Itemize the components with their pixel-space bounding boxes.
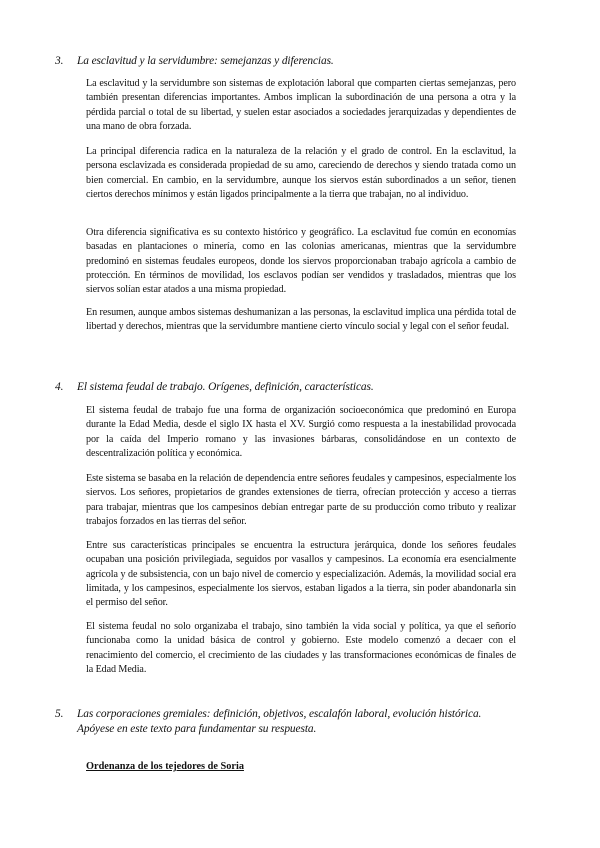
section-5-heading (55, 707, 495, 737)
section-4-paragraph-2: Este sistema se basaba en la relación de dependencia entre señores feudales y campesinos, especialmente los siervos. Los señores, propietarios de grandes extensiones de tierra, ofrecían protección y acceso a tierras para trabajar, mientras que los campesinos debían entregar parte de su producción como tributo y realizar trabajos forzados en las tierras del señor. (86, 473, 516, 527)
section-4-paragraph-4: El sistema feudal no solo organizaba el trabajo, sino también la vida social y política, ya que el señorío funcionaba como la unidad básica de control y gobierno. Este modelo comenzó a decaer con el renacimiento del comercio, el crecimiento de las ciudades y las transformaciones económicas de finales de la Edad Media. (86, 621, 516, 675)
section-4-number: 4. (55, 381, 64, 393)
section-4-paragraph-1: El sistema feudal de trabajo fue una forma de organización socioeconómica que predominó en Europa durante la Edad Media, desde el siglo IX hasta el XV. Surgió como respuesta a la inestabilidad provocada por la caída del Imperio romano y las invasiones bárbaras, consolidándose en un contexto de descentralización política y económica. (86, 405, 516, 459)
section-5-number: 5. (55, 708, 64, 720)
section-3-title: La esclavitud y la servidumbre: semejanzas y diferencias. (77, 55, 334, 67)
section-5-title: Las corporaciones gremiales: definición, objetivos, escalafón laboral, evolución histórica. Apóyese en este texto para fundamentar su respuesta. (77, 708, 482, 735)
section-4-heading (55, 380, 525, 395)
section-3-number: 3. (55, 55, 64, 67)
section-3-paragraph-1: La esclavitud y la servidumbre son sistemas de explotación laboral que comparten ciertas semejanzas, pero también presentan diferencias importantes. Ambos implican la subordinación de una persona a otra y la pérdida parcial o total de su libertad, y suelen estar asociados a sociedades jerarquizadas y dependientes de una mano de obra forzada. (86, 78, 516, 132)
section-3-heading (55, 54, 525, 69)
section-3-paragraph-4: En resumen, aunque ambos sistemas deshumanizan a las personas, la esclavitud implica una pérdida total de libertad y derechos, mientras que la servidumbre mantiene cierto vínculo social y legal con el señor feudal. (86, 307, 516, 333)
section-4-title: El sistema feudal de trabajo. Orígenes, definición, características. (77, 381, 374, 393)
section-4-paragraph-3: Entre sus características principales se encuentra la estructura jerárquica, donde los señores feudales ocupaban una posición privilegiada, seguidos por vasallos y campesinos. La economía era esencialmente agrícola y de subsistencia, con un bajo nivel de comercio y especialización. Además, la movilidad social era limitada, y los campesinos, especialmente los siervos, estaban ligados a la tierra, sin poder abandonarla sin el permiso del señor. (86, 540, 516, 609)
section-3-paragraph-2: La principal diferencia radica en la naturaleza de la relación y el grado de control. En la esclavitud, la persona esclavizada es considerada propiedad de su amo, careciendo de derechos y siendo tratada como un bien comercial. En cambio, en la servidumbre, aunque los siervos están subordinados a un señor, tienen ciertos derechos mínimos y están ligados principalmente a la tierra que trabajan, no al individuo. (86, 146, 516, 200)
section-3-paragraph-3: Otra diferencia significativa es su contexto histórico y geográfico. La esclavitud fue común en economías basadas en plantaciones o minería, como en las colonias americanas, mientras que la servidumbre predominó en sistemas feudales europeos, donde los siervos proporcionaban trabajo agrícola a cambio de protección. En términos de movilidad, los esclavos podían ser vendidos y trasladados, mientras que los siervos solían estar atados a una misma propiedad. (86, 227, 516, 296)
section-5-subtitle: Ordenanza de los tejedores de Soria (86, 761, 244, 772)
